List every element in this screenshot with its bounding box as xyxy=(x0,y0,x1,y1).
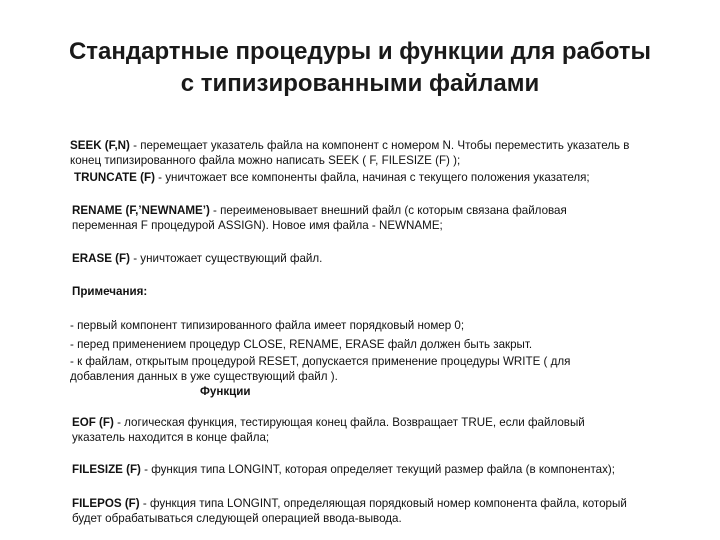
eof-line-2: указатель находится в конце файла; xyxy=(72,431,270,444)
title-line-2: с типизированными файлами xyxy=(180,70,540,97)
erase-term: ERASE (F) xyxy=(72,252,130,265)
seek-desc: - перемещает указатель файла на компонент с номером N. Чтобы переместить указатель в xyxy=(129,139,630,152)
seek-term: SEEK (F,N) xyxy=(70,139,130,152)
truncate-desc: - уничтожает все компоненты файла, начиная с текущего положения указателя; xyxy=(154,171,590,184)
note-item-3-line-2: добавления данных в уже существующий файл ). xyxy=(70,370,338,383)
filesize-paragraph xyxy=(72,462,694,477)
eof-desc: - логическая функция, тестирующая конец файла. Возвращает TRUE, если файловый xyxy=(113,416,585,429)
filepos-line-2: будет обрабатываться следующей операцией ввода-вывода. xyxy=(72,512,402,525)
note-item-1: - первый компонент типизированного файла имеет порядковый номер 0; xyxy=(70,319,465,332)
notes-heading: Примечания: xyxy=(72,285,148,298)
seek-paragraph xyxy=(70,138,692,168)
functions-heading: Функции xyxy=(200,385,251,398)
filesize-term: FILESIZE (F) xyxy=(72,463,141,476)
filepos-term: FILEPOS (F) xyxy=(72,497,140,510)
filesize-desc: - функция типа LONGINT, которая определяет текущий размер файла (в компонентах); xyxy=(140,463,615,476)
slide-title xyxy=(40,36,680,100)
title-line-1: Стандартные процедуры и функции для работы xyxy=(68,38,652,65)
erase-paragraph xyxy=(72,251,694,266)
notes-heading-block xyxy=(72,284,694,299)
filepos-paragraph xyxy=(72,496,694,526)
erase-desc: - уничтожает существующий файл. xyxy=(129,252,323,265)
truncate-paragraph xyxy=(74,170,696,185)
rename-desc: - переименовывает внешний файл (с которым связана файловая xyxy=(209,204,567,217)
rename-line-2: переменная F процедурой ASSIGN). Новое имя файла - NEWNAME; xyxy=(72,219,443,232)
rename-term: RENAME (F,’NEWNAME’) xyxy=(72,204,210,217)
note-item-3-line-1: - к файлам, открытым процедурой RESET, допускается применение процедуры WRITE ( для xyxy=(70,355,571,368)
eof-term: EOF (F) xyxy=(72,416,114,429)
rename-paragraph xyxy=(72,203,694,233)
eof-paragraph xyxy=(72,415,694,445)
seek-line-2: конец типизированного файла можно написать SEEK ( F, FILESIZE (F) ); xyxy=(70,154,461,167)
truncate-term: TRUNCATE (F) xyxy=(74,171,155,184)
notes-list xyxy=(70,318,692,399)
seek-line-1 xyxy=(70,138,692,153)
note-item-2: - перед применением процедур CLOSE, RENAME, ERASE файл должен быть закрыт. xyxy=(70,338,533,351)
filepos-desc: - функция типа LONGINT, определяющая порядковый номер компонента файла, который xyxy=(139,497,627,510)
